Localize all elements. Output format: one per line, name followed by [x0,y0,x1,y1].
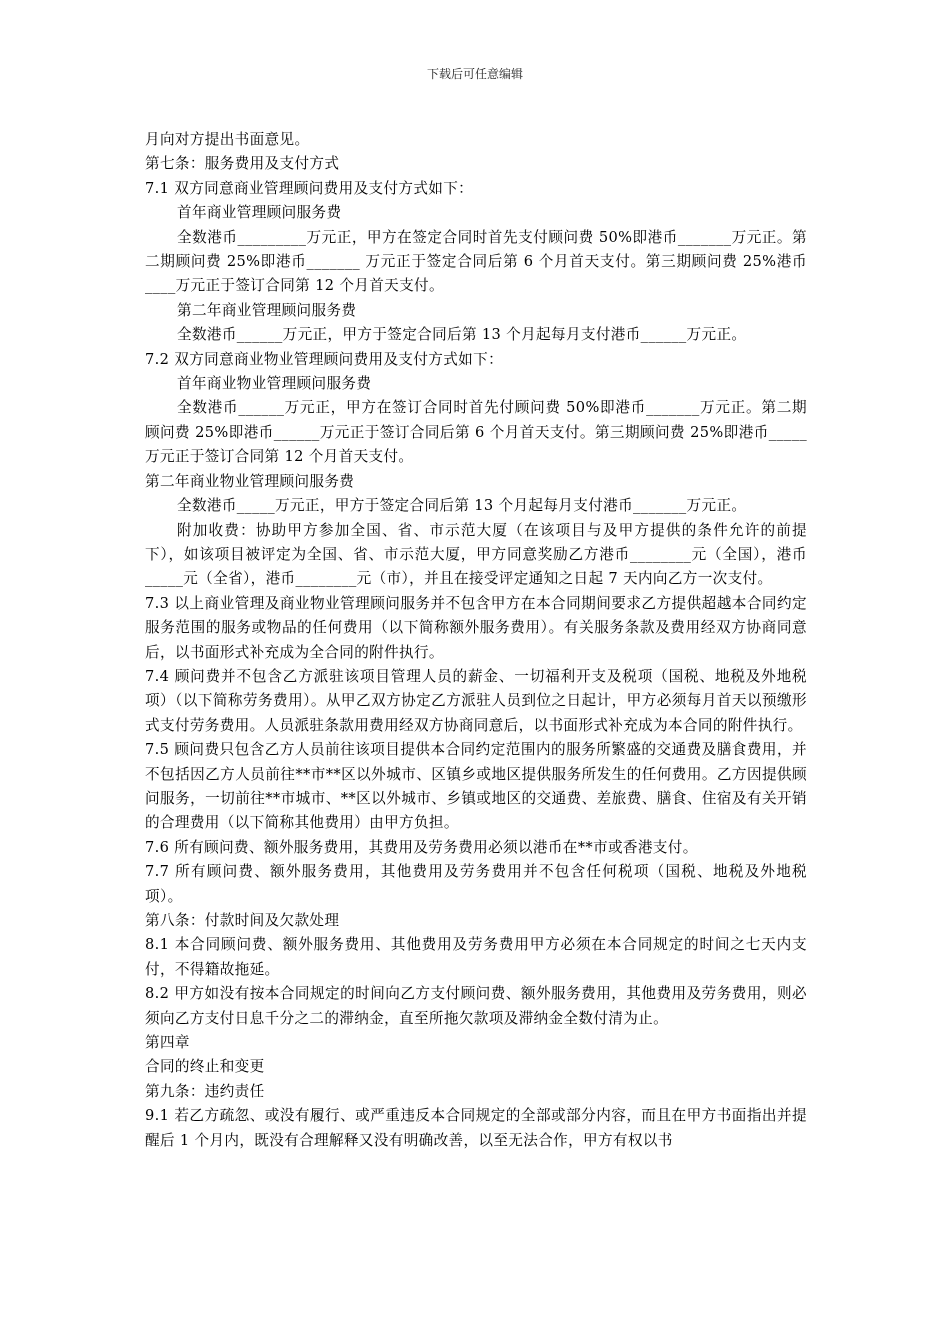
paragraph: 第九条：违约责任 [145,1082,265,1100]
paragraph: 7.2 双方同意商业物业管理顾问费用及支付方式如下： [145,350,504,368]
page-header: 下载后可任意编辑 [426,67,523,81]
paragraph: 8.2 甲方如没有按本合同规定的时间向乙方支付顾问费、额外服务费用，其他费用及劳务费用，则必须向乙方支付日息千分之二的滞纳金，直至所拖欠款项及滞纳金全数付清为止。 [145,985,807,1027]
paragraph: 9.1 若乙方疏忽、或没有履行、或严重违反本合同规定的全部或部分内容，而且在甲方书面指出并提醒后 1 个月内，既没有合理解释又没有明确改善，以至无法合作，甲方有权以书 [145,1107,807,1149]
paragraph: 全数港币______万元正，甲方于签定合同后第 13 个月起每月支付港币______万元正。 [177,326,747,344]
paragraph: 合同的终止和变更 [145,1058,265,1076]
paragraph: 全数港币_____万元正，甲方于签定合同后第 13 个月起每月支付港币_______万元正。 [177,497,747,515]
paragraph: 7.6 所有顾问费、额外服务费用，其费用及劳务费用必须以港币在**市或香港支付。 [145,838,698,856]
paragraph: 8.1 本合同顾问费、额外服务费用、其他费用及劳务费用甲方必须在本合同规定的时间之七天内支付，不得籍故拖延。 [145,936,807,978]
paragraph: 首年商业物业管理顾问服务费 [177,375,372,393]
paragraph: 7.1 双方同意商业管理顾问费用及支付方式如下： [145,179,474,197]
paragraph: 第八条：付款时间及欠款处理 [145,912,340,929]
paragraph: 7.5 顾问费只包含乙方人员前往该项目提供本合同约定范围内的服务所繁盛的交通费及膳食费用，并不包括因乙方人员前往**市**区以外城市、区镇乡或地区提供服务所发生的任何费用。乙方因提供顾问服务，一切前往**市城市、**区以外城市、乡镇或地区的交通费、差旅费、膳食、住宿及有关开销的合理费用（以下简称其他费用）由甲方负担。 [145,741,807,832]
paragraph: 第四章 [145,1034,190,1052]
paragraph: 第二年商业管理顾问服务费 [177,301,357,319]
paragraph: 全数港币______万元正，甲方在签订合同时首先付顾问费 50%即港币_______万元正。第二期顾问费 25%即港币______万元正于签订合同后第 6 个月首天支付。第三期顾问费 25%即港币_____万元正于签订合同第 12 个月首天支付。 [145,399,807,466]
paragraph: 7.7 所有顾问费、额外服务费用，其他费用及劳务费用并不包含任何税项（国税、地税及外地税项）。 [145,863,807,905]
paragraph: 第七条：服务费用及支付方式 [145,155,340,173]
paragraph: 全数港币_________万元正，甲方在签定合同时首先支付顾问费 50%即港币_______万元正。第二期顾问费 25%即港币_______ 万元正于签定合同后第 6 个月首天支付。第三期顾问费 25%港币____万元正于签订合同第 12 个月首天支付。 [145,228,807,295]
paragraph: 首年商业管理顾问服务费 [177,204,342,222]
paragraph: 7.3 以上商业管理及商业物业管理顾问服务并不包含甲方在本合同期间要求乙方提供超越本合同约定服务范围的服务或物品的任何费用（以下简称额外服务费用）。有关服务条款及费用经双方协商同意后，以书面形式补充成为全合同的附件执行。 [145,594,807,661]
paragraph: 附加收费：协助甲方参加全国、省、市示范大厦（在该项目与及甲方提供的条件允许的前提下），如该项目被评定为全国、省、市示范大厦，甲方同意奖励乙方港币________元（全国），港币_____元（全省），港币________元（市），并且在接受评定通知之日起 7 天内向乙方一次支付。 [145,521,807,588]
paragraph: 7.4 顾问费并不包含乙方派驻该项目管理人员的薪金、一切福利开支及税项（国税、地税及外地税项）（以下简称劳务费用）。从甲乙双方协定乙方派驻人员到位之日起计，甲方必须每月首天以预缴形式支付劳务费用。人员派驻条款用费用经双方协商同意后，以书面形式补充成为本合同的附件执行。 [145,667,807,734]
paragraph: 月向对方提出书面意见。 [145,131,310,148]
document-body [145,128,807,1153]
paragraph: 第二年商业物业管理顾问服务费 [145,472,355,490]
